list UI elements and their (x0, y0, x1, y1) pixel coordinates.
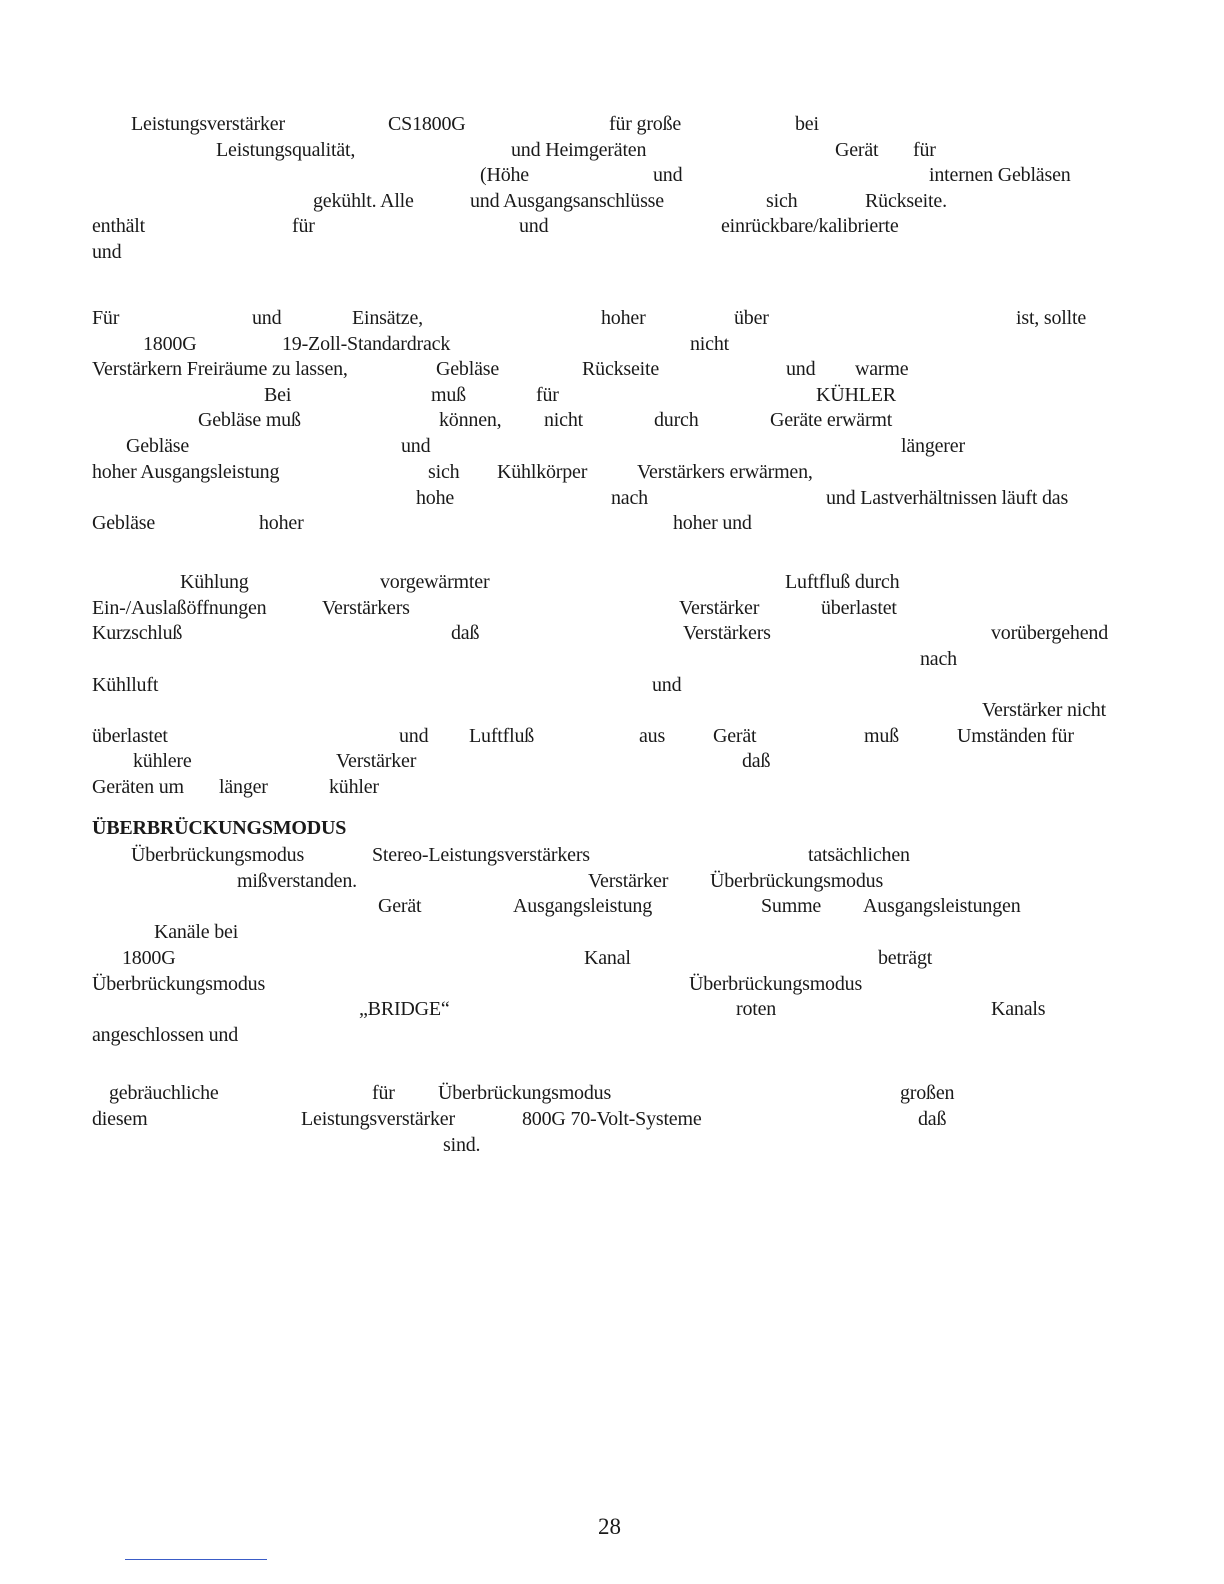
word: daß (451, 622, 480, 644)
word: für große (609, 113, 682, 135)
word: Summe (761, 895, 822, 917)
word: Gerät (835, 139, 879, 161)
word: Kühlung (180, 571, 249, 593)
word: überlastet (92, 725, 168, 747)
word: 19-Zoll-Standardrack (282, 333, 451, 355)
word: nicht (690, 333, 729, 355)
word: Rückseite (582, 358, 660, 380)
word: und Heimgeräten (511, 139, 647, 161)
word: gekühlt. Alle (313, 190, 414, 212)
word: Kanals (991, 998, 1046, 1020)
word: Kanal (584, 947, 631, 969)
word: (Höhe (480, 164, 529, 186)
word: internen Gebläsen (929, 164, 1071, 186)
word: sind. (443, 1134, 481, 1156)
word: aus (639, 725, 666, 747)
word: Geräte erwärmt (770, 409, 893, 431)
word: länger (219, 776, 268, 798)
word: ist, sollte (1016, 307, 1087, 329)
word: Kanäle bei (154, 921, 239, 943)
word: enthält (92, 215, 146, 237)
word: Leistungsverstärker (301, 1108, 455, 1130)
word: nicht (544, 409, 583, 431)
word: Gebläse (436, 358, 500, 380)
word: Ausgangsleistung (513, 895, 653, 917)
word: Überbrückungsmodus (710, 870, 884, 892)
word: muß (431, 384, 466, 406)
word: Luftfluß durch (785, 571, 900, 593)
word: muß (864, 725, 899, 747)
word: Gebläse (126, 435, 190, 457)
word: hoher (259, 512, 304, 534)
word: diesem (92, 1108, 148, 1130)
word: Verstärker (588, 870, 669, 892)
word: Gebläse (92, 512, 156, 534)
word: Geräten um (92, 776, 184, 798)
word: überlastet (821, 597, 897, 619)
word: Leistungsqualität, (216, 139, 356, 161)
word: Verstärkers (683, 622, 771, 644)
word: Einsätze, (352, 307, 423, 329)
word: und (652, 674, 682, 696)
word: und (653, 164, 683, 186)
word: über (734, 307, 769, 329)
word: Ausgangsleistungen (863, 895, 1021, 917)
page-number: 28 (598, 1514, 621, 1539)
word: und (252, 307, 282, 329)
word: hoher Ausgangsleistung (92, 461, 280, 483)
word: beträgt (878, 947, 933, 969)
word: Umständen für (957, 725, 1074, 747)
word: Stereo-Leistungsverstärkers (372, 844, 590, 866)
word: Überbrückungsmodus (131, 844, 305, 866)
word: und (786, 358, 816, 380)
word: Ein-/Auslaßöffnungen (92, 597, 267, 619)
word: KÜHLER (816, 384, 896, 406)
word: 1800G (122, 947, 176, 969)
word: Verstärkers erwärmen, (637, 461, 813, 483)
word: Verstärkern Freiräume zu lassen, (92, 358, 348, 380)
word: hoher (601, 307, 646, 329)
word: für (913, 139, 936, 161)
word: Kurzschluß (92, 622, 183, 644)
word: daß (918, 1108, 947, 1130)
word: warme (855, 358, 909, 380)
word: Gerät (713, 725, 757, 747)
word: längerer (901, 435, 965, 457)
word: gebräuchliche (109, 1082, 219, 1104)
word: und Lastverhältnissen läuft das (826, 487, 1069, 509)
word: durch (654, 409, 699, 431)
word: CS1800G (388, 113, 466, 135)
word: Gerät (378, 895, 422, 917)
word: einrückbare/kalibrierte (721, 215, 899, 237)
word: hoher und (673, 512, 752, 534)
word: Überbrückungsmodus (92, 973, 266, 995)
section-heading: ÜBERBRÜCKUNGSMODUS (92, 817, 347, 839)
word: mißverstanden. (237, 870, 357, 892)
word: Verstärkers (322, 597, 410, 619)
word: daß (742, 750, 771, 772)
word: Bei (264, 384, 292, 406)
word: und (519, 215, 549, 237)
word: vorübergehend (991, 622, 1108, 644)
word: Überbrückungsmodus (438, 1082, 612, 1104)
word: 1800G (143, 333, 197, 355)
word: roten (736, 998, 777, 1020)
word: bei (795, 113, 819, 135)
word: und (401, 435, 431, 457)
word: für (536, 384, 559, 406)
word: Rückseite. (865, 190, 947, 212)
word: Luftfluß (469, 725, 535, 747)
word: und Ausgangsanschlüsse (470, 190, 664, 212)
word: tatsächlichen (808, 844, 910, 866)
word: „BRIDGE“ (359, 998, 450, 1020)
word: Leistungsverstärker (131, 113, 285, 135)
word: hohe (416, 487, 455, 509)
word: Gebläse muß (198, 409, 301, 431)
word: können, (439, 409, 502, 431)
word: und (92, 241, 122, 263)
word: für (292, 215, 315, 237)
word: für (372, 1082, 395, 1104)
word: kühlere (133, 750, 192, 772)
word: und (399, 725, 429, 747)
footnote-rule (125, 1559, 267, 1560)
word: nach (611, 487, 648, 509)
word: sich (428, 461, 460, 483)
word: angeschlossen und (92, 1024, 239, 1046)
word: vorgewärmter (380, 571, 490, 593)
word: Verstärker (679, 597, 760, 619)
word: 800G 70-Volt-Systeme (522, 1108, 702, 1130)
word: sich (766, 190, 798, 212)
word: Kühlkörper (497, 461, 588, 483)
word: großen (900, 1082, 955, 1104)
word: Verstärker nicht (982, 699, 1106, 721)
word: kühler (329, 776, 379, 798)
word: Verstärker (336, 750, 417, 772)
word: Kühlluft (92, 674, 159, 696)
word: nach (920, 648, 957, 670)
word: Überbrückungsmodus (689, 973, 863, 995)
word: Für (92, 307, 120, 329)
